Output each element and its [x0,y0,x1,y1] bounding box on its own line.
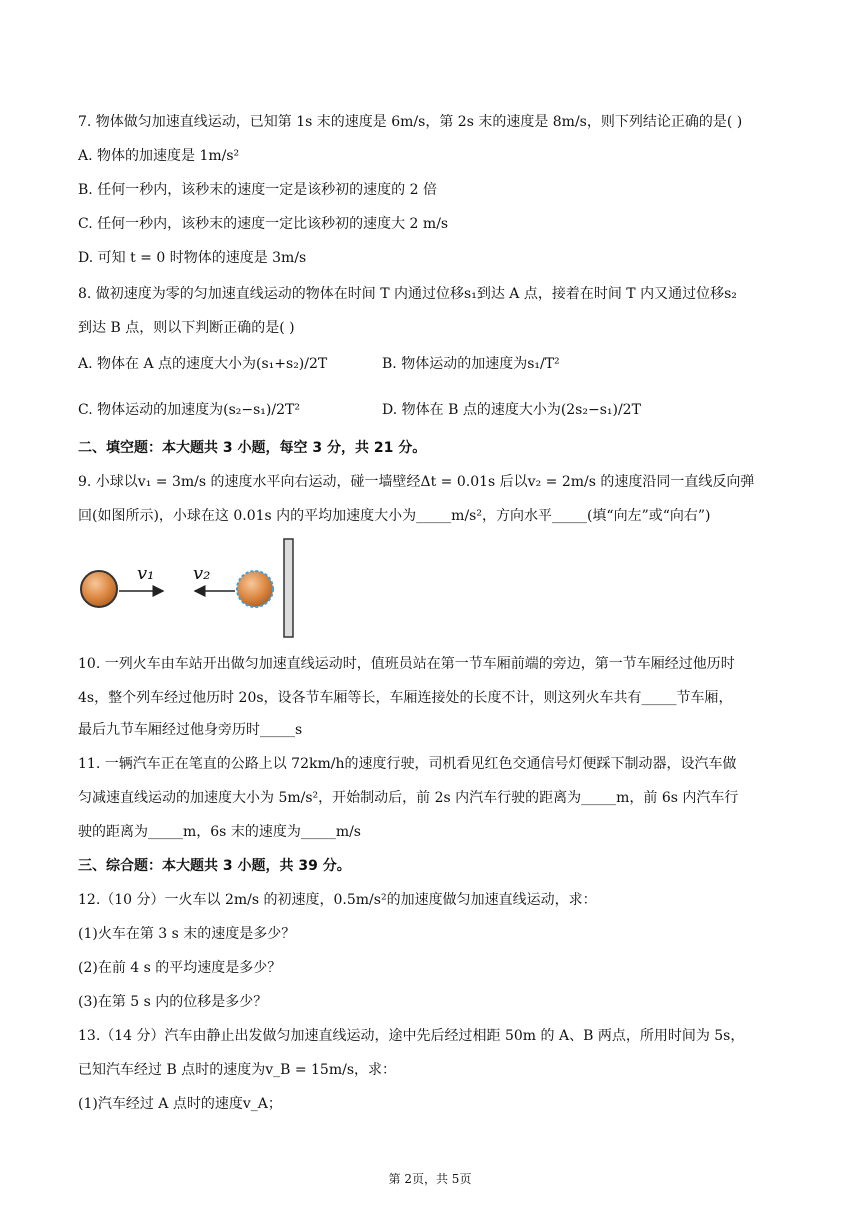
q12-stem: 12.（10 分）一火车以 2m/s 的初速度，0.5m/s²的加速度做匀加速直线运动，求： [78,892,597,908]
ball-icon [81,571,117,607]
q12-part3: (3)在第 5 s 内的位移是多少？ [78,994,268,1010]
ball-icon-deformed [237,571,273,607]
q8-stem-line1: 8. 做初速度为零的匀加速直线运动的物体在时间 T 内通过位移s₁到达 A 点，接着在时间 T 内又通过位移s₂ [78,286,737,302]
q10-line3: 最后九节车厢经过他身旁历时_____s [78,722,303,738]
q7-option-c: C. 任何一秒内，该秒末的速度一定比该秒初的速度大 2 m/s [78,216,449,232]
v1-label: v₁ [137,563,155,584]
q10-line2: 4s，整个列车经过他历时 20s，设各节车厢等长，车厢连接处的长度不计，则这列火车共有_____节车厢， [78,690,733,706]
q13-line1: 13.（14 分）汽车由静止出发做匀加速直线运动，途中先后经过相距 50m 的 A、B 两点，所用时间为 5s， [78,1028,745,1044]
q13-part1: (1)汽车经过 A 点时的速度v_A； [78,1096,282,1112]
ball-wall-figure [75,535,305,645]
q7-option-d: D. 可知 t = 0 时物体的速度是 3m/s [78,250,307,266]
q8-stem-line2: 到达 B 点，则以下判断正确的是( ) [78,320,295,336]
q9-line2: 回(如图所示)，小球在这 0.01s 内的平均加速度大小为_____m/s²，方向水平_____(填“向左”或“向右”) [78,508,711,524]
q8-option-a: A. 物体在 A 点的速度大小为(s₁+s₂)/2T [78,356,328,372]
q7-option-b: B. 任何一秒内，该秒末的速度一定是该秒初的速度的 2 倍 [78,182,437,198]
q11-line2: 匀减速直线运动的加速度大小为 5m/s²，开始制动后，前 2s 内汽车行驶的距离为_____m，前 6s 内汽车行 [78,790,739,806]
q12-part1: (1)火车在第 3 s 末的速度是多少？ [78,926,296,942]
v2-label: v₂ [193,563,211,584]
q11-line3: 驶的距离为_____m，6s 末的速度为_____m/s [78,824,361,840]
q11-line1: 11. 一辆汽车正在笔直的公路上以 72km/h的速度行驶，司机看见红色交通信号灯便踩下制动器，设汽车做 [78,756,737,772]
section-comprehensive-heading: 三、综合题：本大题共 3 小题，共 39 分。 [78,858,351,874]
q8-option-d: D. 物体在 B 点的速度大小为(2s₂−s₁)/2T [382,402,641,418]
section-fill-in-heading: 二、填空题：本大题共 3 小题，每空 3 分，共 21 分。 [78,440,427,456]
q13-line2: 已知汽车经过 B 点时的速度为v_B = 15m/s，求： [78,1062,397,1078]
q12-part2: (2)在前 4 s 的平均速度是多少？ [78,960,282,976]
q8-option-c: C. 物体运动的加速度为(s₂−s₁)/2T² [78,402,300,418]
q10-line1: 10. 一列火车由车站开出做匀加速直线运动时，值班员站在第一节车厢前端的旁边，第一节车厢经过他历时 [78,656,735,672]
q9-line1: 9. 小球以v₁ = 3m/s 的速度水平向右运动，碰一墙壁经Δt = 0.01s 后以v₂ = 2m/s 的速度沿同一直线反向弹 [78,474,755,490]
page-footer: 第 2页，共 5页 [388,1172,472,1186]
q7-stem: 7. 物体做匀加速直线运动，已知第 1s 末的速度是 6m/s，第 2s 末的速度是 8m/s，则下列结论正确的是( ) [78,114,743,130]
wall [284,539,293,637]
q7-option-a: A. 物体的加速度是 1m/s² [78,148,240,164]
q8-option-b: B. 物体运动的加速度为s₁/T² [382,356,560,372]
